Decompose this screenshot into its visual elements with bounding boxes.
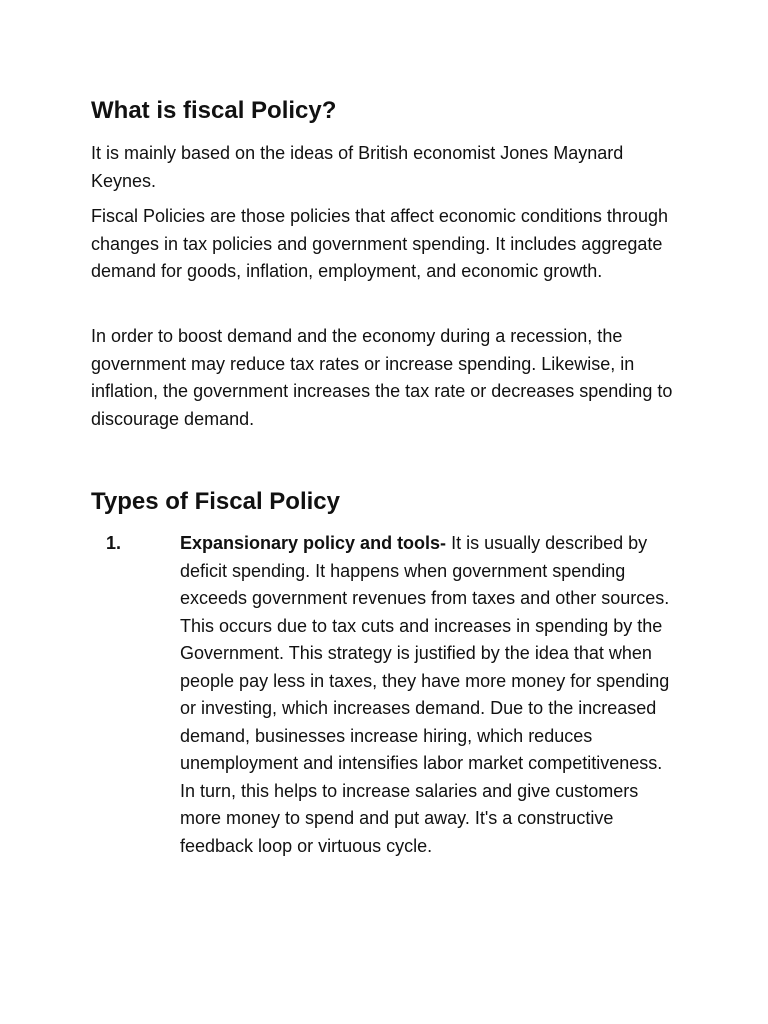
list-item-text: It is usually described by deficit spending. It happens when government spending exceeds government revenues from taxes and other sources. This occurs due to tax cuts and increases in spending by the Government. This strategy is justified by the idea that when people pay less in taxes, they have more money for spending or investing, which increases demand. Due to the increased demand, businesses increase hiring, which reduces unemployment and intensifies labor market competitiveness. In turn, this helps to increase salaries and give customers more money to spend and put away. It's a constructive feedback loop or virtuous cycle.	[180, 533, 670, 856]
section-heading-fiscal-policy: What is fiscal Policy?	[91, 97, 337, 124]
paragraph-keynes: It is mainly based on the ideas of British economist Jones Maynard Keynes.	[91, 143, 624, 191]
list-item-number: 1.	[106, 533, 122, 553]
paragraph-definition: Fiscal Policies are those policies that affect economic conditions through changes in tax policies and government spending. It includes aggregate demand for goods, inflation, employment, and economic growth.	[91, 206, 668, 281]
section-heading-types: Types of Fiscal Policy	[91, 488, 340, 515]
list-item-lead: Expansionary policy and tools-	[180, 533, 447, 553]
paragraph-recession-inflation: In order to boost demand and the economy during a recession, the government may reduce tax rates or increase spending. Likewise, in inflation, the government increases the tax rate or decreases spending to discourage demand.	[91, 326, 673, 429]
list-item-body	[180, 530, 680, 860]
list-item-expansionary	[106, 530, 686, 860]
